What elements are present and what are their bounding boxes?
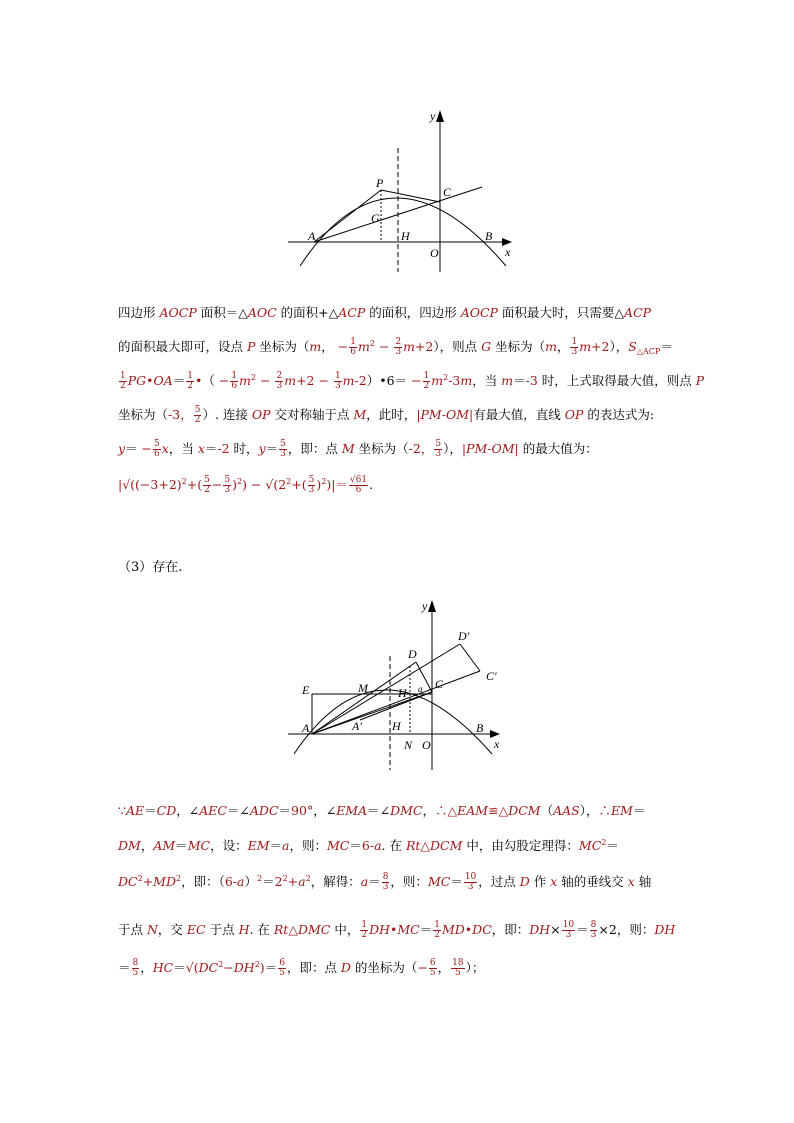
- label-x: x: [505, 245, 511, 259]
- label-c: C: [443, 185, 452, 199]
- segment-d-prime-c-prime: [460, 644, 480, 671]
- label-p: P: [376, 176, 384, 190]
- para2-line2: DM，AM＝MC，设：EM＝a，则：MC＝6-a. 在 Rt△DCM 中，由勾股定理得：$MC^2=$: [118, 838, 619, 853]
- para1-line2: 的面积最大即可，设点 P 坐标为（m， − $\frac{1}{6}$ $m^2$ − $\frac{2}{3}$ m+2），则点 G 坐标为（m， $\frac{1}{3}$ m+2），$S_{\triangle ACP}=$: [118, 337, 673, 357]
- y-axis-arrow: [428, 600, 436, 612]
- label-d-prime: D′: [458, 629, 470, 643]
- label-c: C: [435, 677, 444, 691]
- label-h: H: [401, 229, 410, 243]
- line-ac: [314, 187, 482, 242]
- para1-line6: $|√((-3+2)^2+$( $\frac{5}{2}$ − $\frac{5}{3}$ )$^2) - √(2^2+$( $\frac{5}{3}$ )$^2$)|＝ $\frac{√61}{6}$ .: [118, 475, 374, 495]
- label-d: D: [408, 647, 417, 661]
- para2-line3: $DC^2+MD^2$，即：$(6-a)^2=2^2+a^2$，解得：a＝ $\frac{8}{3}$ ，则：MC＝ $\frac{10}{3}$ ，过点 D 作 x 轴的垂线交 x 轴: [118, 872, 652, 892]
- figure-parabola-aocp: [280, 100, 530, 275]
- label-c-prime: C′: [486, 669, 497, 683]
- para1-line3: $\frac{1}{2}$ PG•OA＝ $\frac{1}{2}$ •（ − $\frac{1}{6}$ $m^2$ − $\frac{2}{3}$ m+2 − $\frac{1}{3}$ m-2）•6＝ − $\frac{1}{2}$ $m^2-3m$，当 m＝-3 时，上式取得最大值，则点 P: [120, 371, 705, 391]
- section-3-heading: （3）存在.: [118, 560, 183, 575]
- label-o: O: [430, 246, 439, 260]
- label-y: y: [422, 599, 428, 613]
- para2-line5: ＝ $\frac{8}{5}$ ，$HC=√(DC^2-DH^2)=$ $\frac{6}{5}$ ，即：点 D 的坐标为（− $\frac{6}{5}$ ， $\frac{18}{5}$ ）；: [118, 958, 485, 978]
- label-x: x: [494, 737, 500, 751]
- label-e: E: [302, 683, 310, 697]
- label-a-prime: A′: [352, 719, 362, 733]
- segment-pc: [381, 190, 440, 202]
- figure-rotated-rectangle: [280, 596, 510, 776]
- label-n: N: [404, 738, 413, 752]
- para2-line1: ∵AE＝CD，∠AEC＝∠ADC＝90°，∠EMA＝∠DMC，∴△EAM≌△DCM（AAS），∴EM＝: [118, 803, 646, 818]
- label-m: M: [358, 681, 368, 695]
- para2-line4: 于点 N，交 EC 于点 H. 在 Rt△DMC 中， $\frac{1}{2}$ DH•MC＝ $\frac{1}{2}$ MD•DC，即：DH× $\frac{10}{3}$ ＝ $\frac{8}{3}$ ×2，则：DH: [118, 920, 676, 940]
- label-a-angle: a: [418, 684, 423, 694]
- label-a: A: [302, 721, 310, 735]
- label-o: O: [422, 738, 431, 752]
- para1-line5: y＝ − $\frac{5}{6}$ x，当 x＝-2 时，y＝ $\frac{5}{3}$ ，即：点 M 坐标为（-2， $\frac{5}{3}$ ），|PM-OM| 的最大值为：: [118, 439, 598, 459]
- para1-line1: 四边形 AOCP 面积＝△AOC 的面积+△ACP 的面积，四边形 AOCP 面积最大时，只需要△ACP: [118, 305, 652, 320]
- para1-line4: 坐标为（-3， $\frac{5}{2}$ ）. 连接 OP 交对称轴于点 M，此时，|PM-OM|有最大值，直线 OP 的表达式为:: [118, 405, 655, 425]
- y-axis-arrow: [436, 110, 444, 122]
- label-y: y: [430, 109, 436, 123]
- segment-c-a-prime: [360, 692, 432, 720]
- label-a: A: [308, 229, 316, 243]
- label-g: G: [371, 211, 380, 225]
- label-h-top: H: [398, 686, 407, 700]
- label-h-bottom: H: [392, 719, 401, 733]
- label-b: B: [485, 229, 493, 243]
- label-b: B: [476, 721, 484, 735]
